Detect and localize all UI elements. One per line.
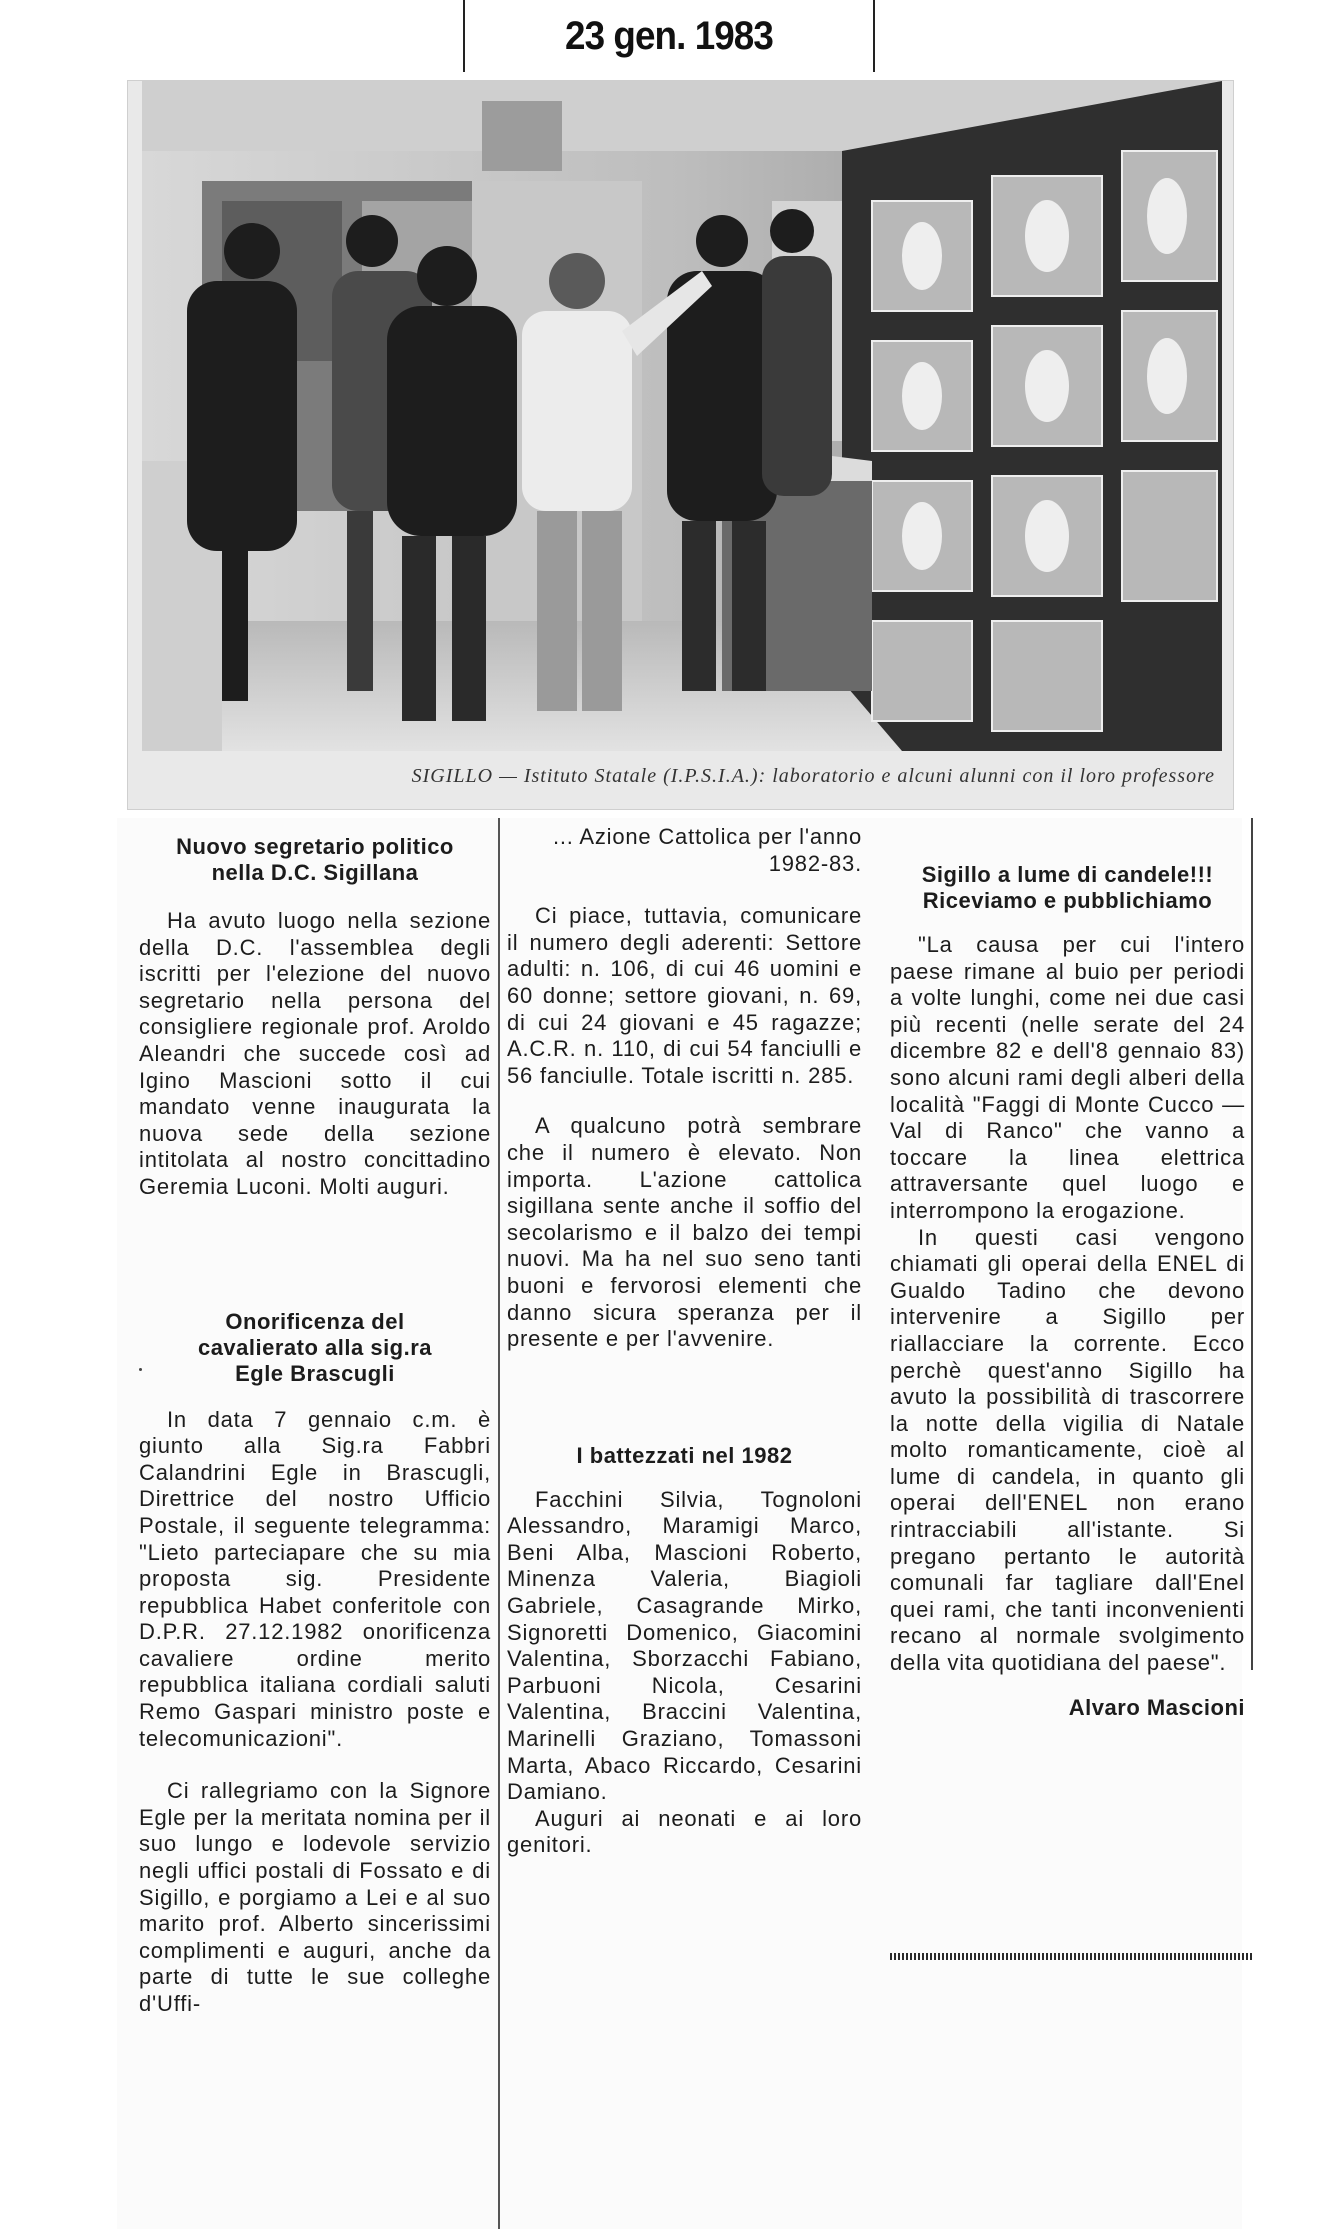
headline-battezzati: I battezzati nel 1982 (576, 1442, 793, 1468)
date-header (463, 0, 875, 72)
column-2 (507, 824, 862, 1859)
headline-candele: Sigillo a lume di candele!!! (921, 862, 1214, 887)
photo-caption: SIGILLO — Istituto Statale (I.P.S.I.A.): laboratorio e alcuni alunni con il loro professore (411, 765, 1215, 787)
headline-new-secretary: Nuovo segretario politico nella D.C. Sigillana (176, 834, 454, 885)
letter-author: Alvaro Mascioni (1068, 1694, 1245, 1720)
article-new-secretary-body: Ha avuto luogo nella sezione della D.C. l'assemblea degli iscritti per l'elezione del nuovo segretario nella persona del consigliere regionale prof. Aroldo Aleandri che succede così ad Igino Mascioni sotto il cui mandato venne inaugurata la nuova sede della sezione intitolata al nostro concittadino Geremia Luconi. Molti auguri. (139, 908, 491, 1199)
laboratory-photo (142, 81, 1222, 751)
battezzati-list: Facchini Silvia, Tognoloni Alessandro, Maramigi Marco, Beni Alba, Mascioni Roberto, Minenza Valeria, Biagioli Gabriele, Casagrande Mirko, Signoretti Domenico, Giacomini Valentina, Sborzacchi Fabiano, Parbuoni Nicola, Cesarini Valentina, Braccini Valentina, Marinelli Graziano, Tomassoni Marta, Abaco Riccardo, Cesarini Damiano. (507, 1486, 862, 1805)
battezzati-closing: Auguri ai neonati e ai loro genitori. (507, 1805, 862, 1858)
azione-cattolica-closing: A qualcuno potrà sembrare che il numero è elevato. Non importa. L'azione cattolica sigillana sente anche il soffio del secolarismo e il balzo dei tempi nuovi. Ma ha nel suo seno tanti buoni e fervorosi elementi che danno sicura speranza per il presente e per l'avvenire. (507, 1113, 862, 1352)
azione-cattolica-members: Ci piace, tuttavia, comunicare il numero degli aderenti: Settore adulti: n. 106, di cui 46 uomini e 60 donne; settore giovani, n. 69, di cui 24 giovani e 45 ragazze; A.C.R. n. 110, di cui 54 fanciulli e 56 fanciulle. Totale iscritti n. 285. (507, 903, 862, 1088)
clipping-date: 23 gen. 1983 (565, 13, 773, 58)
article-onorificenza-p2: Ci rallegriamo con la Signore Egle per la meritata nomina per il suo lungo e lodevole servizio negli uffici postali di Fossato e di Sigillo, e porgiamo a Lei e al suo marito prof. Alberto sincerissimi complimenti e auguri, anche da parte di tutte le sue colleghe d'Uffi- (139, 1778, 491, 2016)
photo-illustration (142, 81, 1222, 751)
article-onorificenza-p1: In data 7 gennaio c.m. è giunto alla Sig.ra Fabbri Calandrini Egle in Brascugli, Direttrice del nostro Ufficio Postale, il seguente telegramma: "Lieto parteciapare che su mia proposta sig. Presidente repubblica Habet conferitole con D.P.R. 27.12.1982 onorificenza cavaliere ordine merito repubblica italiana cordiali saluti Remo Gaspari ministro poste e telecomunicazioni". (139, 1406, 491, 1751)
photo-frame (127, 80, 1234, 810)
letter-p2: In questi casi vengono chiamati gli operai della ENEL di Gualdo Tadino che devono intervenire a Sigillo per riallacciare la corrente. Ecco perchè quest'anno Sigillo ha avuto la possibilità di trascorrere la notte della vigilia di Natale molto romanticamente, cioè al lume di candela, in quanto gli operai dell'ENEL non erano rintracciabili all'istante. Si pregano pertanto le autorità comunali far tagliare dall'Enel quei rami, che tanti inconvenienti recano al normale svolgimento della vita quotidiana del paese". (890, 1224, 1245, 1676)
stray-dot (139, 1368, 142, 1371)
article-end-rule (890, 1953, 1252, 1960)
azione-cattolica-continued: ... Azione Cattolica per l'anno 1982-83. (552, 824, 862, 876)
letter-p1: "La causa per cui l'intero paese rimane al buio per periodi a volte lunghi, come nei due casi più recenti (nelle serate del 24 dicembre 82 e dell'8 gennaio 83) sono alcuni rami degli alberi della località "Faggi di Monte Cucco — Val di Ranco" che vanno a toccare la linea elettrica attraversante quel luogo e interrompono la erogazione. (890, 932, 1245, 1223)
subheadline-riceviamo: Riceviamo e pubblichiamo (922, 888, 1213, 913)
column-1 (139, 834, 491, 2018)
headline-onorificenza: Onorificenza del cavalierato alla sig.ra Egle Brascugli (197, 1308, 433, 1386)
column-rule-1 (498, 818, 500, 2229)
newspaper-columns (117, 818, 1245, 2229)
letter-article (890, 862, 1245, 1721)
